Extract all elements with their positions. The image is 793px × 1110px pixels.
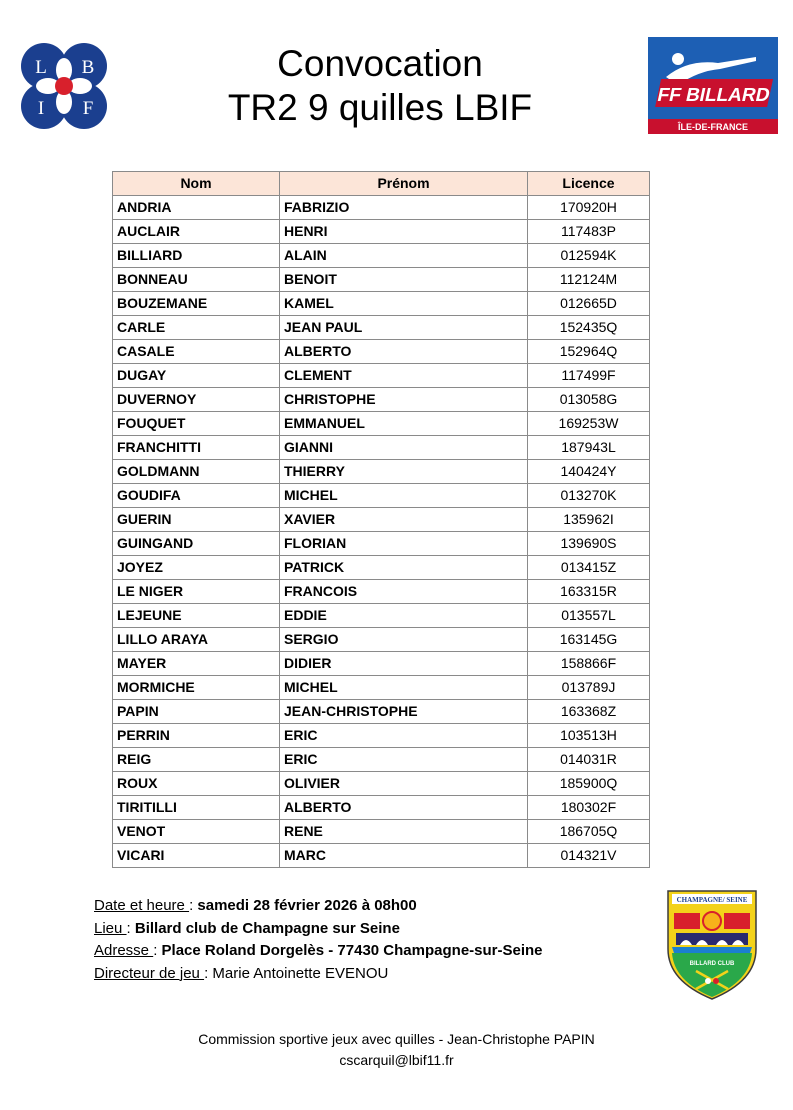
director-value: Marie Antoinette EVENOU (212, 964, 389, 982)
director-label: Directeur de jeu (94, 964, 205, 982)
table-row (113, 556, 650, 580)
cell-nom: GOUDIFA (113, 484, 280, 508)
table-row (113, 364, 650, 388)
cell-licence: 012665D (528, 292, 650, 316)
address-separator: : (153, 942, 162, 959)
cell-nom: LEJEUNE (113, 604, 280, 628)
cell-licence: 014031R (528, 748, 650, 772)
table-row (113, 700, 650, 724)
cell-prenom: DIDIER (280, 652, 528, 676)
cell-prenom: JEAN PAUL (280, 316, 528, 340)
date-value: samedi 28 février 2026 à 08h00 (197, 897, 417, 914)
table-row (113, 628, 650, 652)
cell-prenom: FABRIZIO (280, 196, 528, 220)
crest-top-text: CHAMPAGNE/ SEINE (676, 896, 748, 904)
date-label: Date et heure (94, 897, 190, 914)
cell-licence: 170920H (528, 196, 650, 220)
title-line-1: Convocation (277, 43, 483, 84)
table-row (113, 388, 650, 412)
cell-prenom: ALBERTO (280, 796, 528, 820)
cell-licence: 013789J (528, 676, 650, 700)
cell-prenom: BENOIT (280, 268, 528, 292)
cell-licence: 103513H (528, 724, 650, 748)
table-row (113, 772, 650, 796)
cell-prenom: SERGIO (280, 628, 528, 652)
cell-nom: BILLIARD (113, 244, 280, 268)
place-label: Lieu (94, 919, 127, 937)
cell-licence: 187943L (528, 436, 650, 460)
table-row (113, 268, 650, 292)
cell-licence: 169253W (528, 412, 650, 436)
cell-nom: BOUZEMANE (113, 292, 280, 316)
cell-nom: GOLDMANN (113, 460, 280, 484)
cell-licence: 185900Q (528, 772, 650, 796)
cell-licence: 117483P (528, 220, 650, 244)
logo-letter-l: L (35, 57, 47, 78)
cell-nom: REIG (113, 748, 280, 772)
table-row (113, 748, 650, 772)
cell-licence: 152964Q (528, 340, 650, 364)
cell-prenom: FRANCOIS (280, 580, 528, 604)
table-row (113, 292, 650, 316)
cell-licence: 140424Y (528, 460, 650, 484)
cell-licence: 013058G (528, 388, 650, 412)
logo-letter-b: B (81, 57, 95, 78)
cell-prenom: XAVIER (280, 508, 528, 532)
cell-nom: JOYEZ (113, 556, 280, 580)
cell-licence: 163315R (528, 580, 650, 604)
cell-prenom: OLIVIER (280, 772, 528, 796)
table-row (113, 844, 650, 868)
column-header-licence: Licence (528, 172, 650, 196)
cell-nom: MORMICHE (113, 676, 280, 700)
director-line (94, 963, 543, 986)
table-row (113, 652, 650, 676)
table-row (113, 460, 650, 484)
cell-nom: PERRIN (113, 724, 280, 748)
cell-licence: 112124M (528, 268, 650, 292)
cell-licence: 013415Z (528, 556, 650, 580)
table-row (113, 532, 650, 556)
logo-letter-f: F (82, 98, 94, 119)
cell-nom: PAPIN (113, 700, 280, 724)
cell-prenom: THIERRY (280, 460, 528, 484)
table-row (113, 508, 650, 532)
cell-nom: VICARI (113, 844, 280, 868)
table-row (113, 484, 650, 508)
cell-nom: FOUQUET (113, 412, 280, 436)
table-row (113, 436, 650, 460)
cell-licence: 163368Z (528, 700, 650, 724)
cell-licence: 163145G (528, 628, 650, 652)
logo-letter-i: I (37, 98, 45, 119)
cell-nom: DUGAY (113, 364, 280, 388)
table-row (113, 340, 650, 364)
table-row (113, 796, 650, 820)
title-line-2: TR2 9 quilles LBIF (227, 87, 533, 128)
cell-prenom: EDDIE (280, 604, 528, 628)
players-table (112, 171, 650, 868)
meeting-info (94, 895, 543, 985)
page-footer (0, 1029, 793, 1071)
cell-nom: GUERIN (113, 508, 280, 532)
cell-nom: DUVERNOY (113, 388, 280, 412)
address-value: Place Roland Dorgelès - 77430 Champagne-sur-Seine (161, 942, 543, 959)
cell-nom: AUCLAIR (113, 220, 280, 244)
cell-licence: 013270K (528, 484, 650, 508)
cell-prenom: RENE (280, 820, 528, 844)
cell-licence: 152435Q (528, 316, 650, 340)
cell-nom: FRANCHITTI (113, 436, 280, 460)
cell-prenom: ERIC (280, 724, 528, 748)
table-row (113, 676, 650, 700)
table-row (113, 196, 650, 220)
place-value: Billard club de Champagne sur Seine (134, 919, 400, 937)
place-line (94, 918, 543, 941)
cell-licence: 180302F (528, 796, 650, 820)
cell-licence: 013557L (528, 604, 650, 628)
footer-commission: Commission sportive jeux avec quilles - Jean-Christophe PAPIN (198, 1031, 595, 1047)
cell-licence: 014321V (528, 844, 650, 868)
cell-nom: BONNEAU (113, 268, 280, 292)
table-row (113, 244, 650, 268)
cell-prenom: ALAIN (280, 244, 528, 268)
date-line (94, 895, 543, 918)
cell-prenom: MICHEL (280, 484, 528, 508)
footer-email: cscarquil@lbif11.fr (339, 1052, 454, 1068)
cell-licence: 139690S (528, 532, 650, 556)
cell-prenom: CHRISTOPHE (280, 388, 528, 412)
cell-licence: 117499F (528, 364, 650, 388)
table-row (113, 604, 650, 628)
cell-prenom: CLEMENT (280, 364, 528, 388)
cell-prenom: FLORIAN (280, 532, 528, 556)
cell-nom: CARLE (113, 316, 280, 340)
cell-prenom: EMMANUEL (280, 412, 528, 436)
cell-nom: CASALE (113, 340, 280, 364)
cell-prenom: KAMEL (280, 292, 528, 316)
cell-nom: MAYER (113, 652, 280, 676)
cell-nom: TIRITILLI (113, 796, 280, 820)
table-row (113, 580, 650, 604)
cell-nom: LE NIGER (113, 580, 280, 604)
cell-nom: VENOT (113, 820, 280, 844)
cell-nom: LILLO ARAYA (113, 628, 280, 652)
lbif-logo (14, 36, 114, 136)
cell-prenom: MARC (280, 844, 528, 868)
table-header-row (113, 172, 650, 196)
address-label: Adresse (94, 942, 154, 959)
cell-nom: ROUX (113, 772, 280, 796)
cell-nom: ANDRIA (113, 196, 280, 220)
cell-prenom: MICHEL (280, 676, 528, 700)
column-header-nom: Nom (113, 172, 280, 196)
table-row (113, 724, 650, 748)
cell-nom: GUINGAND (113, 532, 280, 556)
director-separator: : (204, 964, 213, 982)
club-crest-logo (666, 889, 758, 1001)
cell-licence: 135962I (528, 508, 650, 532)
ff-billard-brand: FF BILLARD (655, 85, 772, 106)
cell-licence: 158866F (528, 652, 650, 676)
table-row (113, 820, 650, 844)
crest-bottom-text: BILLARD CLUB (689, 961, 735, 967)
cell-licence: 186705Q (528, 820, 650, 844)
table-row (113, 220, 650, 244)
ff-billard-region: ÎLE-DE-FRANCE (678, 122, 748, 132)
cell-licence: 012594K (528, 244, 650, 268)
place-separator: : (126, 919, 135, 937)
ff-billard-logo (648, 37, 778, 134)
date-separator: : (189, 897, 198, 914)
cell-prenom: ERIC (280, 748, 528, 772)
cell-prenom: ALBERTO (280, 340, 528, 364)
table-row (113, 316, 650, 340)
cell-prenom: JEAN-CHRISTOPHE (280, 700, 528, 724)
cell-prenom: GIANNI (280, 436, 528, 460)
cell-prenom: PATRICK (280, 556, 528, 580)
cell-prenom: HENRI (280, 220, 528, 244)
column-header-prenom: Prénom (280, 172, 528, 196)
address-line (94, 940, 543, 963)
page-title (180, 42, 580, 130)
table-row (113, 412, 650, 436)
